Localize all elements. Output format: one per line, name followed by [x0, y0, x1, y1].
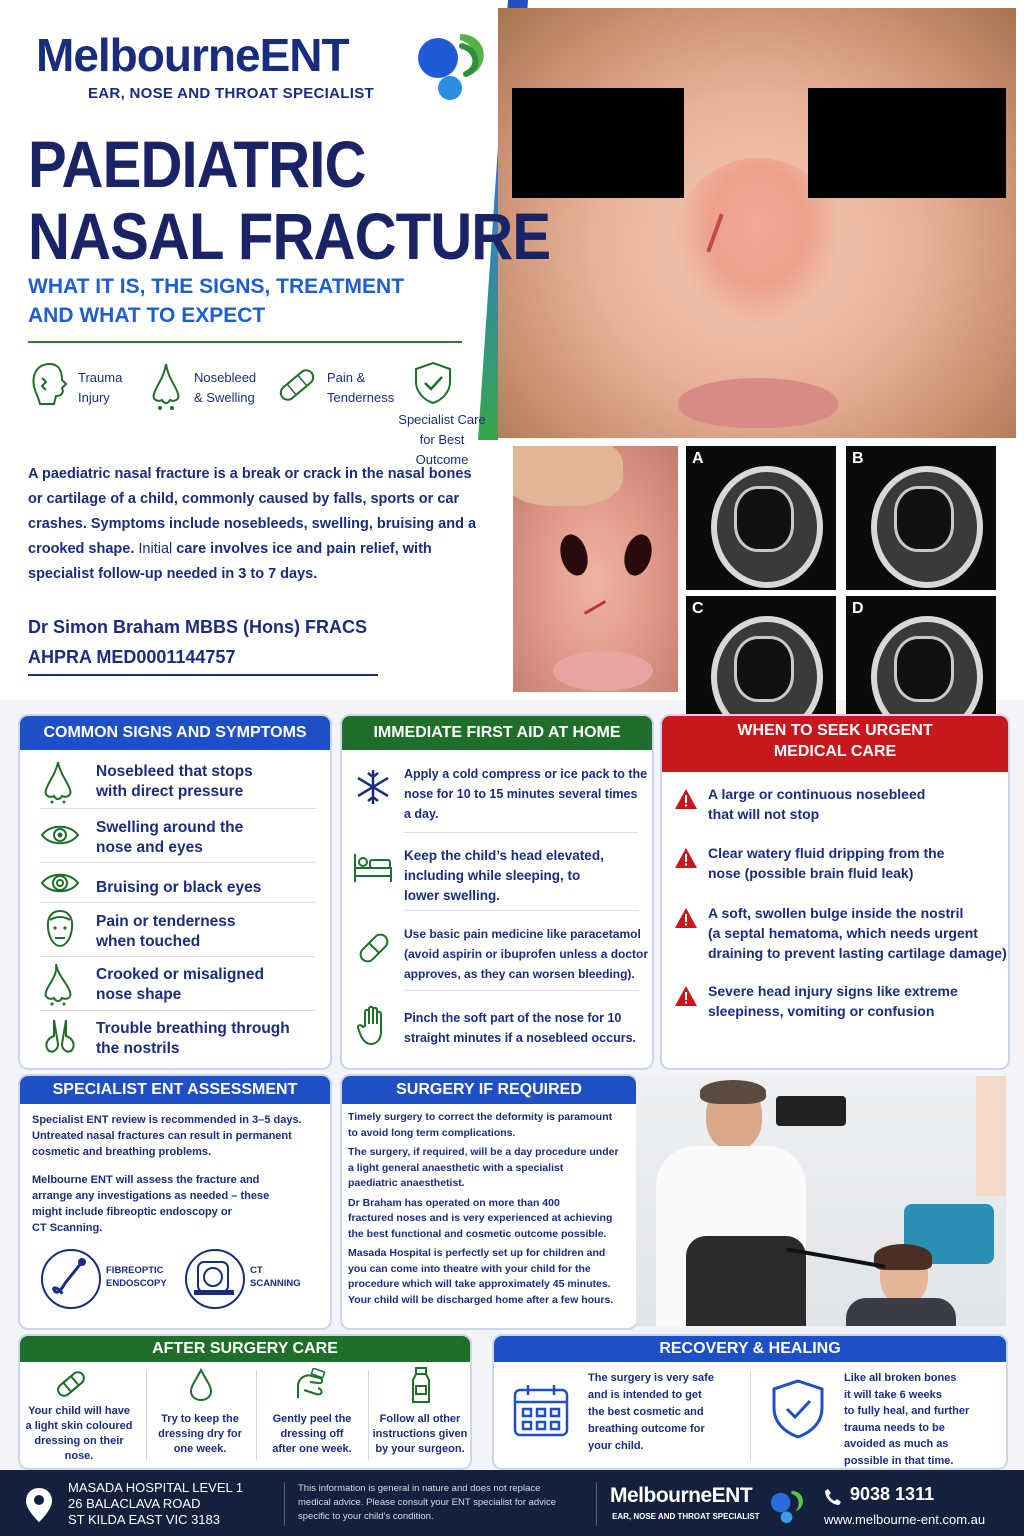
- hero-icon-nosebleed: Nosebleed & Swelling: [194, 370, 257, 405]
- page-title-line2: NASAL FRACTURE: [28, 199, 551, 273]
- nostrils-icon: [40, 1018, 80, 1056]
- sign-item: Swelling around the nose and eyes: [96, 819, 244, 856]
- after-care-item: Follow all other instructions given by your surgeon.: [372, 1413, 468, 1455]
- peel-hand-icon: [292, 1368, 328, 1402]
- surgery-title: SURGERY IF REQUIRED: [342, 1076, 636, 1104]
- footer-brand-tagline: EAR, NOSE AND THROAT SPECIALIST: [612, 1512, 760, 1521]
- nose-icon: [40, 760, 76, 804]
- face-icon: [42, 908, 78, 950]
- tool-label-ct: CT SCANNING: [250, 1265, 301, 1289]
- intro-paragraph: A paediatric nasal fracture is a break or crack in the nasal bones or cartilage of a child, commonly caused by falls, sports or car crashes. Symptoms include nosebleeds, swelling, bruising and a crooked shape. Initial care involves ice and pain relief, with specialist follow-up needed in 3 to 7 days.: [28, 466, 477, 582]
- assessment-title: SPECIALIST ENT ASSESSMENT: [20, 1076, 330, 1104]
- bed-icon: [352, 850, 394, 884]
- surgery-panel: [340, 1074, 638, 1330]
- surgery-text: Timely surgery to correct the deformity is paramount to avoid long term complications. The surgery, if required, will be a day procedure under a light general anaesthetic with a specialist paediatric anaesthetist. Dr Braham has operated on more than 400 fractured noses and is very experienced at achieving the best functional and cosmetic outcome possible. Masada Hospital is perfectly set up for children and you can come into theatre with your child for the procedure which will take approximately 45 minutes. Your child will be discharged home after a few hours.: [348, 1111, 619, 1306]
- warning-icon: [674, 847, 698, 869]
- first-aid-item: Pinch the soft part of the nose for 10 straight minutes if a nosebleed occurs.: [404, 1011, 637, 1045]
- nose-closeup-photo: [513, 446, 678, 692]
- sign-item: Nosebleed that stops with direct pressure: [96, 763, 253, 800]
- urgent-title: WHEN TO SEEK URGENT MEDICAL CARE: [662, 716, 1008, 772]
- bottle-icon: [410, 1366, 432, 1404]
- ct-scan-b: B: [846, 446, 996, 590]
- child-face-photo: [498, 8, 1016, 438]
- crooked-nose-icon: [40, 962, 76, 1006]
- head-trauma-icon: [28, 360, 72, 410]
- recovery-title: RECOVERY & HEALING: [494, 1336, 1006, 1362]
- warning-icon: [674, 907, 698, 929]
- first-aid-title: IMMEDIATE FIRST AID AT HOME: [342, 716, 652, 750]
- assessment-paragraph: Melbourne ENT will assess the fracture and arrange any investigations as needed – these might include fibreoptic endoscopy or CT Scanning.: [32, 1174, 270, 1234]
- bandage-icon: [274, 362, 320, 408]
- hero-icon-pain: Pain & Tenderness: [327, 370, 395, 405]
- recovery-panel: [492, 1334, 1008, 1470]
- shield-check-icon: [770, 1378, 826, 1440]
- sign-item: Crooked or misaligned nose shape: [96, 966, 264, 1003]
- recovery-item: Like all broken bones it will take 6 weeks to fully heal, and further trauma needs to be avoided as much as possible in that time.: [844, 1372, 970, 1467]
- page-title-line1: PAEDIATRIC: [28, 127, 366, 201]
- brand-logo-icon: [408, 24, 494, 106]
- warning-icon: [674, 788, 698, 810]
- doctor-credentials: Dr Simon Braham MBBS (Hons) FRACS AHPRA MED0001144757: [28, 617, 368, 667]
- sign-item: Trouble breathing through the nostrils: [96, 1020, 290, 1057]
- signs-title: COMMON SIGNS AND SYMPTOMS: [20, 716, 330, 750]
- hero-section: [0, 0, 1024, 700]
- shield-check-icon: [412, 360, 454, 406]
- ct-scan-a: A: [686, 446, 836, 590]
- footer-disclaimer: This information is general in nature and does not replace medical advice. Please consult your ENT specialist for advice specific to your child’s condition.: [298, 1483, 557, 1522]
- warning-icon: [674, 985, 698, 1007]
- footer-address: MASADA HOSPITAL LEVEL 1 26 BALACLAVA ROAD ST KILDA EAST VIC 3183: [68, 1480, 244, 1527]
- urgent-item: Severe head injury signs like extreme sleepiness, vomiting or confusion: [708, 983, 958, 1019]
- ct-scan-d: D: [846, 596, 996, 740]
- footer-phone[interactable]: 9038 1311: [850, 1484, 935, 1504]
- recovery-item: The surgery is very safe and is intended to get the best cosmetic and breathing outcome for your child.: [588, 1372, 714, 1452]
- footer-website[interactable]: www.melbourne-ent.com.au: [824, 1512, 986, 1527]
- ct-scanner-icon: [184, 1248, 246, 1310]
- calendar-icon: [512, 1382, 570, 1438]
- footer-brand-name: MelbourneENT: [610, 1484, 753, 1507]
- brand-tagline: EAR, NOSE AND THROAT SPECIALIST: [88, 85, 374, 102]
- urgent-item: A soft, swollen bulge inside the nostril (a septal hematoma, which needs urgent draining to prevent lasting cartilage damage): [708, 905, 1007, 961]
- first-aid-item: Keep the child’s head elevated, including while sleeping, to lower swelling.: [404, 848, 604, 903]
- urgent-care-panel: [660, 714, 1010, 1070]
- page-subtitle: WHAT IT IS, THE SIGNS, TREATMENT AND WHAT TO EXPECT: [28, 275, 405, 327]
- ct-scan-c: C: [686, 596, 836, 740]
- first-aid-panel: [340, 714, 654, 1070]
- bruised-eye-icon: [40, 870, 80, 896]
- urgent-item: Clear watery fluid dripping from the nose (possible brain fluid leak): [708, 845, 945, 881]
- phone-icon: [824, 1488, 842, 1506]
- sign-item: Pain or tenderness when touched: [96, 913, 236, 950]
- location-pin-icon: [24, 1486, 54, 1524]
- eye-redaction-left: [512, 88, 684, 198]
- pill-icon: [354, 928, 394, 968]
- divider: [28, 341, 462, 343]
- plaster-icon: [54, 1368, 88, 1400]
- signs-panel: [18, 714, 332, 1070]
- eye-redaction-right: [808, 88, 1006, 198]
- urgent-item: A large or continuous nosebleed that will not stop: [708, 786, 926, 822]
- hand-icon: [356, 1004, 390, 1046]
- footer: [0, 1470, 1024, 1536]
- brand-logo-text: MelbourneENT: [36, 29, 349, 81]
- hero-icon-specialist: Specialist Care for Best Outcome: [398, 412, 486, 467]
- divider: [28, 674, 378, 676]
- endoscope-icon: [40, 1248, 102, 1310]
- snowflake-icon: [354, 768, 392, 806]
- hero-icon-trauma: Trauma Injury: [78, 370, 123, 405]
- brand-logo-icon: [766, 1486, 808, 1526]
- after-care-item: Gently peel the dressing off after one week.: [272, 1413, 352, 1455]
- nose-icon: [146, 360, 186, 412]
- after-care-item: Your child will have a light skin coloured dressing on their nose.: [25, 1405, 133, 1462]
- after-care-title: AFTER SURGERY CARE: [20, 1336, 470, 1362]
- assessment-paragraph: Specialist ENT review is recommended in 3–5 days. Untreated nasal fractures can result in permanent cosmetic and breathing problems.: [32, 1114, 302, 1158]
- tool-label-endoscopy: FIBREOPTIC ENDOSCOPY: [106, 1265, 167, 1289]
- first-aid-item: Apply a cold compress or ice pack to the nose for 10 to 15 minutes several times a day.: [404, 767, 648, 821]
- assessment-panel: [18, 1074, 332, 1330]
- eye-icon: [40, 822, 80, 848]
- water-drop-icon: [188, 1368, 214, 1402]
- after-care-item: Try to keep the dressing dry for one week.: [158, 1413, 242, 1455]
- sign-item: Bruising or black eyes: [96, 879, 262, 896]
- after-care-panel: [18, 1334, 472, 1470]
- doctor-examining-photo: [636, 1076, 1006, 1326]
- first-aid-item: Use basic pain medicine like paracetamol (avoid aspirin or ibuprofen unless a doctor approves, as they can worsen bleeding).: [404, 927, 649, 981]
